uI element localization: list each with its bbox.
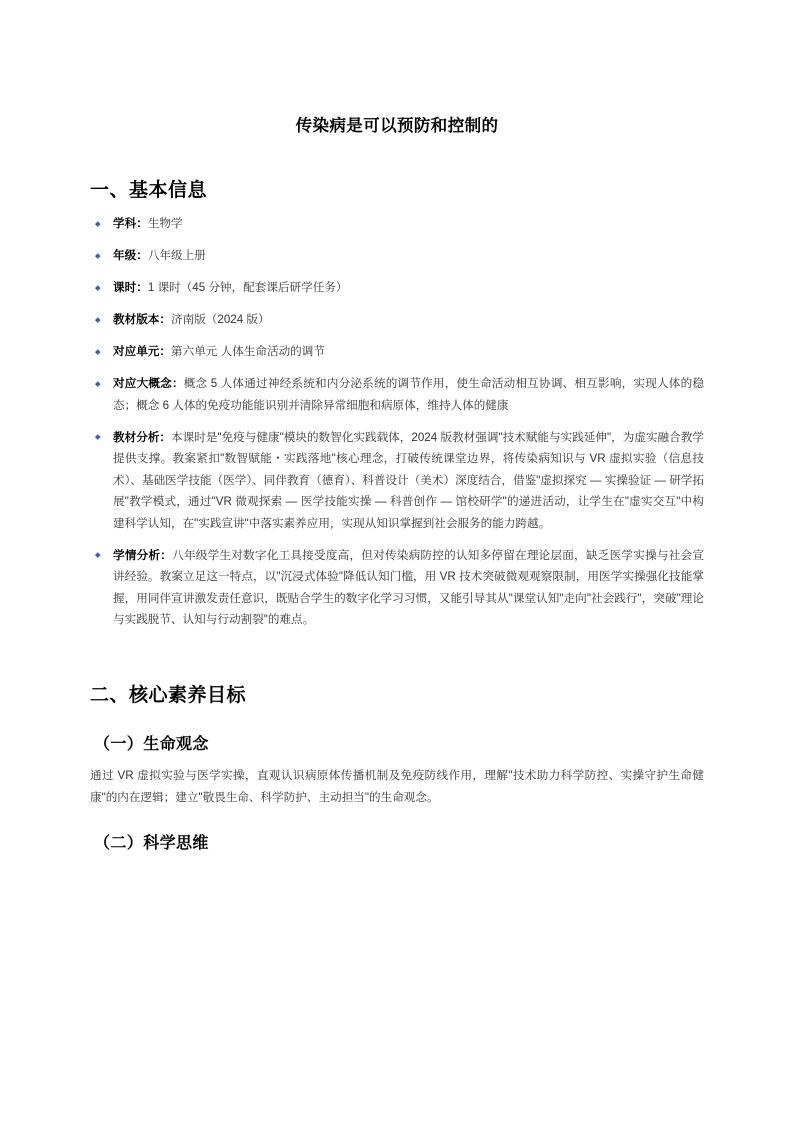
list-item-separator: ：	[136, 249, 148, 262]
basic-info-list	[90, 204, 704, 631]
list-item-value: 八年级学生对数字化工具接受度高，但对传染病防控的认知多停留在理论层面，缺乏医学实操与社会宣讲经验。教案立足这一特点，以"沉浸式体验"降低认知门槛，用 VR 技术突破微观观察限制，用医学实操强化技能掌握，用同伴宣讲激发责任意识，既贴合学生的数字化学习习惯，又能引导其从"课堂认知"走向"社会践行"，突破"理论与实践脱节、认知与行动割裂"的难点。	[113, 548, 704, 626]
list-item-label: 学情分析	[113, 548, 161, 562]
list-item-separator: ：	[160, 548, 173, 562]
list-item-label: 对应单元	[113, 345, 160, 358]
list-item-value: 概念 5 人体通过神经系统和内分泌系统的调节作用，使生命活动相互协调、相互影响，实现人体的稳态；概念 6 人体的免疫功能能识别并清除异常细胞和病原体，维持人体的健康	[113, 377, 704, 412]
list-item-value: 本课时是"免疫与健康"模块的数智化实践载体，2024 版教材强调"技术赋能与实践延伸"，为虚实融合教学提供支撑。教案紧扣"数智赋能・实践落地"核心理念，打破传统课堂边界，将传染病知识与 VR 虚拟实验（信息技术）、基础医学技能（医学）、同伴教育（德育）、科普设计（美术）深度结合，借鉴"虚拟探究 — 实操验证 — 研学拓展"教学模式，通过"VR 微观探索 — 医学技能实操 — 科普创作 — 馆校研学"的递进活动，让学生在"虚实交互"中构建科学认知，在"实践宣讲"中落实素养应用，实现从知识掌握到社会服务的能力跨越。	[113, 430, 704, 530]
list-item	[90, 309, 704, 331]
list-item-label: 教材版本	[113, 313, 160, 326]
list-item-separator: ：	[159, 313, 171, 326]
list-item-separator: ：	[136, 281, 148, 294]
list-item-value: 济南版（2024 版）	[171, 313, 270, 326]
list-item-separator: ：	[136, 217, 148, 230]
subsection-heading-life-concept: （一）生命观念	[94, 736, 209, 753]
subsection-heading-scientific-thinking: （二）科学思维	[94, 835, 209, 852]
list-item-label: 学科	[113, 217, 137, 230]
list-item	[90, 245, 704, 267]
list-item-separator: ：	[171, 377, 184, 390]
list-item-value: 八年级上册	[147, 249, 206, 262]
section-heading-core-literacy: 二、核心素养目标	[90, 685, 247, 706]
list-item-value: 1 课时（45 分钟，配套课后研学任务）	[147, 281, 348, 294]
list-item-label: 年级	[113, 249, 137, 262]
section-heading-basic-info: 一、基本信息	[90, 180, 208, 201]
list-item-label: 教材分析	[113, 430, 160, 444]
list-item	[90, 341, 704, 363]
list-item-separator: ：	[159, 430, 172, 444]
list-item	[90, 213, 704, 235]
list-item-label: 对应大概念	[113, 377, 172, 390]
list-item	[90, 373, 704, 416]
list-item-value: 生物学	[147, 217, 183, 230]
list-item	[90, 277, 704, 299]
subsection-body-life-concept: 通过 VR 虚拟实验与医学实操，直观认识病原体传播机制及免疫防线作用，理解"技术助力科学防控、实操守护生命健康"的内在逻辑；建立"敬畏生命、科学防护、主动担当"的生命观念。	[90, 769, 704, 804]
list-item-value: 第六单元 人体生命活动的调节	[171, 345, 325, 358]
page-title: 传染病是可以预防和控制的	[295, 117, 499, 135]
list-item-separator: ：	[159, 345, 171, 358]
list-item	[90, 427, 704, 535]
list-item-label: 课时	[113, 281, 137, 294]
list-item	[90, 545, 704, 631]
